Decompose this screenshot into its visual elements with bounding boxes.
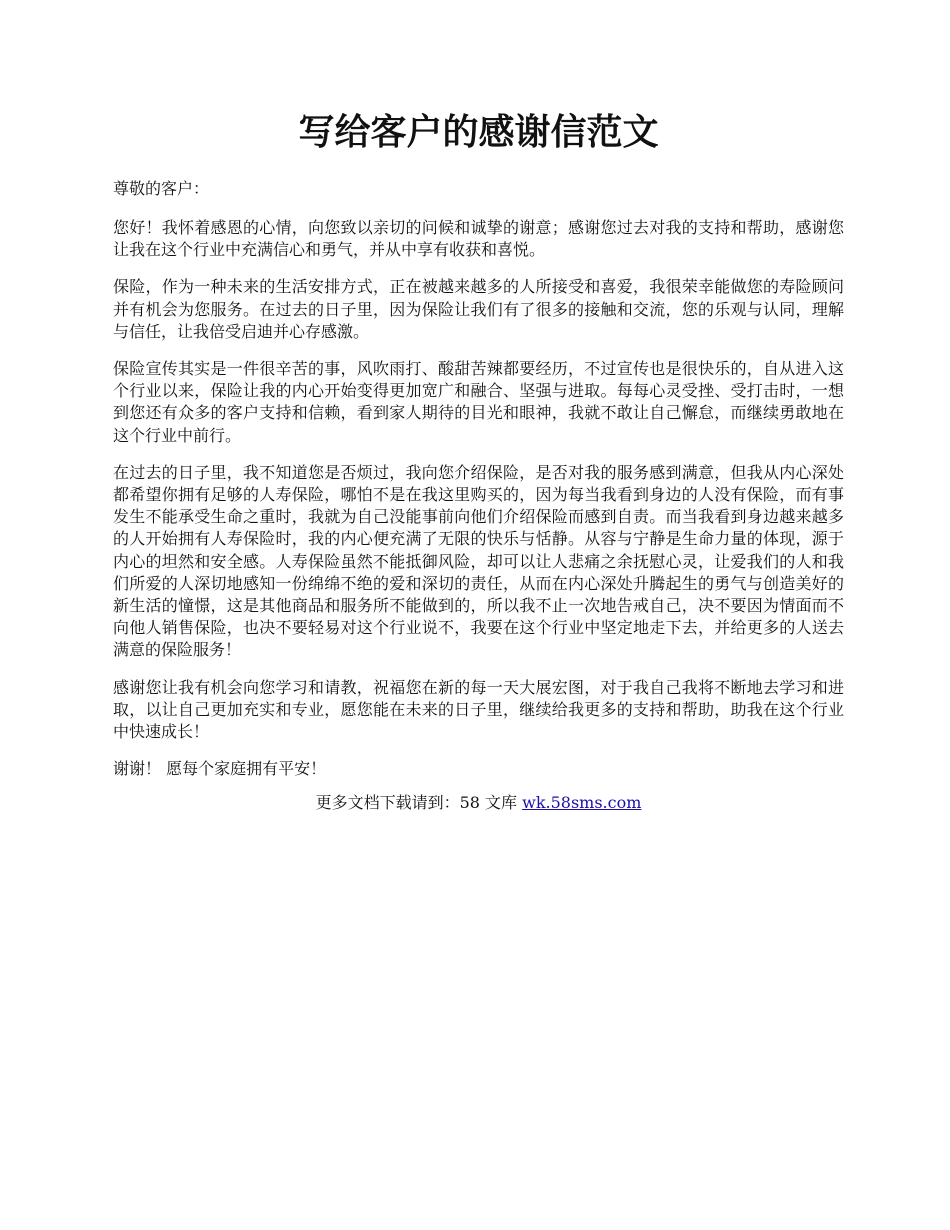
footer-link[interactable]: wk.58sms.com xyxy=(522,793,642,813)
greeting: 尊敬的客户： xyxy=(113,179,210,198)
footer-prefix: 更多文档下载请到：58 文库 xyxy=(315,793,523,813)
paragraph-2: 保险，作为一种未来的生活安排方式，正在被越来越多的人所接受和喜爱，我很荣幸能做您的寿险顾问并有机会为您服务。在过去的日子里，因为保险让我们有了很多的接触和交流，您的乐观与认同，理解与信任，让我倍受启迪并心存感激。 xyxy=(113,277,844,341)
paragraph-1: 您好！我怀着感恩的心情，向您致以亲切的问候和诚挚的谢意；感谢您过去对我的支持和帮助，感谢您让我在这个行业中充满信心和勇气，并从中享有收获和喜悦。 xyxy=(113,218,844,260)
paragraph-4: 在过去的日子里，我不知道您是否烦过，我向您介绍保险，是否对我的服务感到满意，但我从内心深处都希望你拥有足够的人寿保险，哪怕不是在我这里购买的，因为每当我看到身边的人没有保险，而有事发生不能承受生命之重时，我就为自己没能事前向他们介绍保险而感到自责。而当我看到身边越来越多的人开始拥有人寿保险时，我的内心便充满了无限的快乐与恬静。从容与宁静是生命力量的体现，源于内心的坦然和安全感。人寿保险虽然不能抵御风险，却可以让人悲痛之余抚慰心灵，让爱我们的人和我们所爱的人深切地感知一份绵绵不绝的爱和深切的责任，从而在内心深处升腾起生的勇气与创造美好的新生活的憧憬，这是其他商品和服务所不能做到的，所以我不止一次地告戒自己，决不要因为情面而不向他人销售保险，也决不要轻易对这个行业说不，我要在这个行业中坚定地走下去，并给更多的人送去满意的保险服务！ xyxy=(113,462,844,660)
closing-line: 谢谢！ 愿每个家庭拥有平安！ xyxy=(113,759,327,779)
paragraph-3: 保险宣传其实是一件很辛苦的事，风吹雨打、酸甜苦辣都要经历，不过宣传也是很快乐的，自从进入这个行业以来，保险让我的内心开始变得更加宽广和融合、坚强与进取。每每心灵受挫、受打击时，一想到您还有众多的客户支持和信赖，看到家人期待的目光和眼神，我就不敢让自己懈怠，而继续勇敢地在这个行业中前行。 xyxy=(113,359,844,445)
document-title: 写给客户的感谢信范文 xyxy=(298,111,659,153)
paragraph-5: 感谢您让我有机会向您学习和请教，祝福您在新的每一天大展宏图，对于我自己我将不断地去学习和进取，以让自己更加充实和专业，愿您能在未来的日子里，继续给我更多的支持和帮助，助我在这个行业中快速成长！ xyxy=(113,677,844,742)
footer xyxy=(113,792,844,814)
